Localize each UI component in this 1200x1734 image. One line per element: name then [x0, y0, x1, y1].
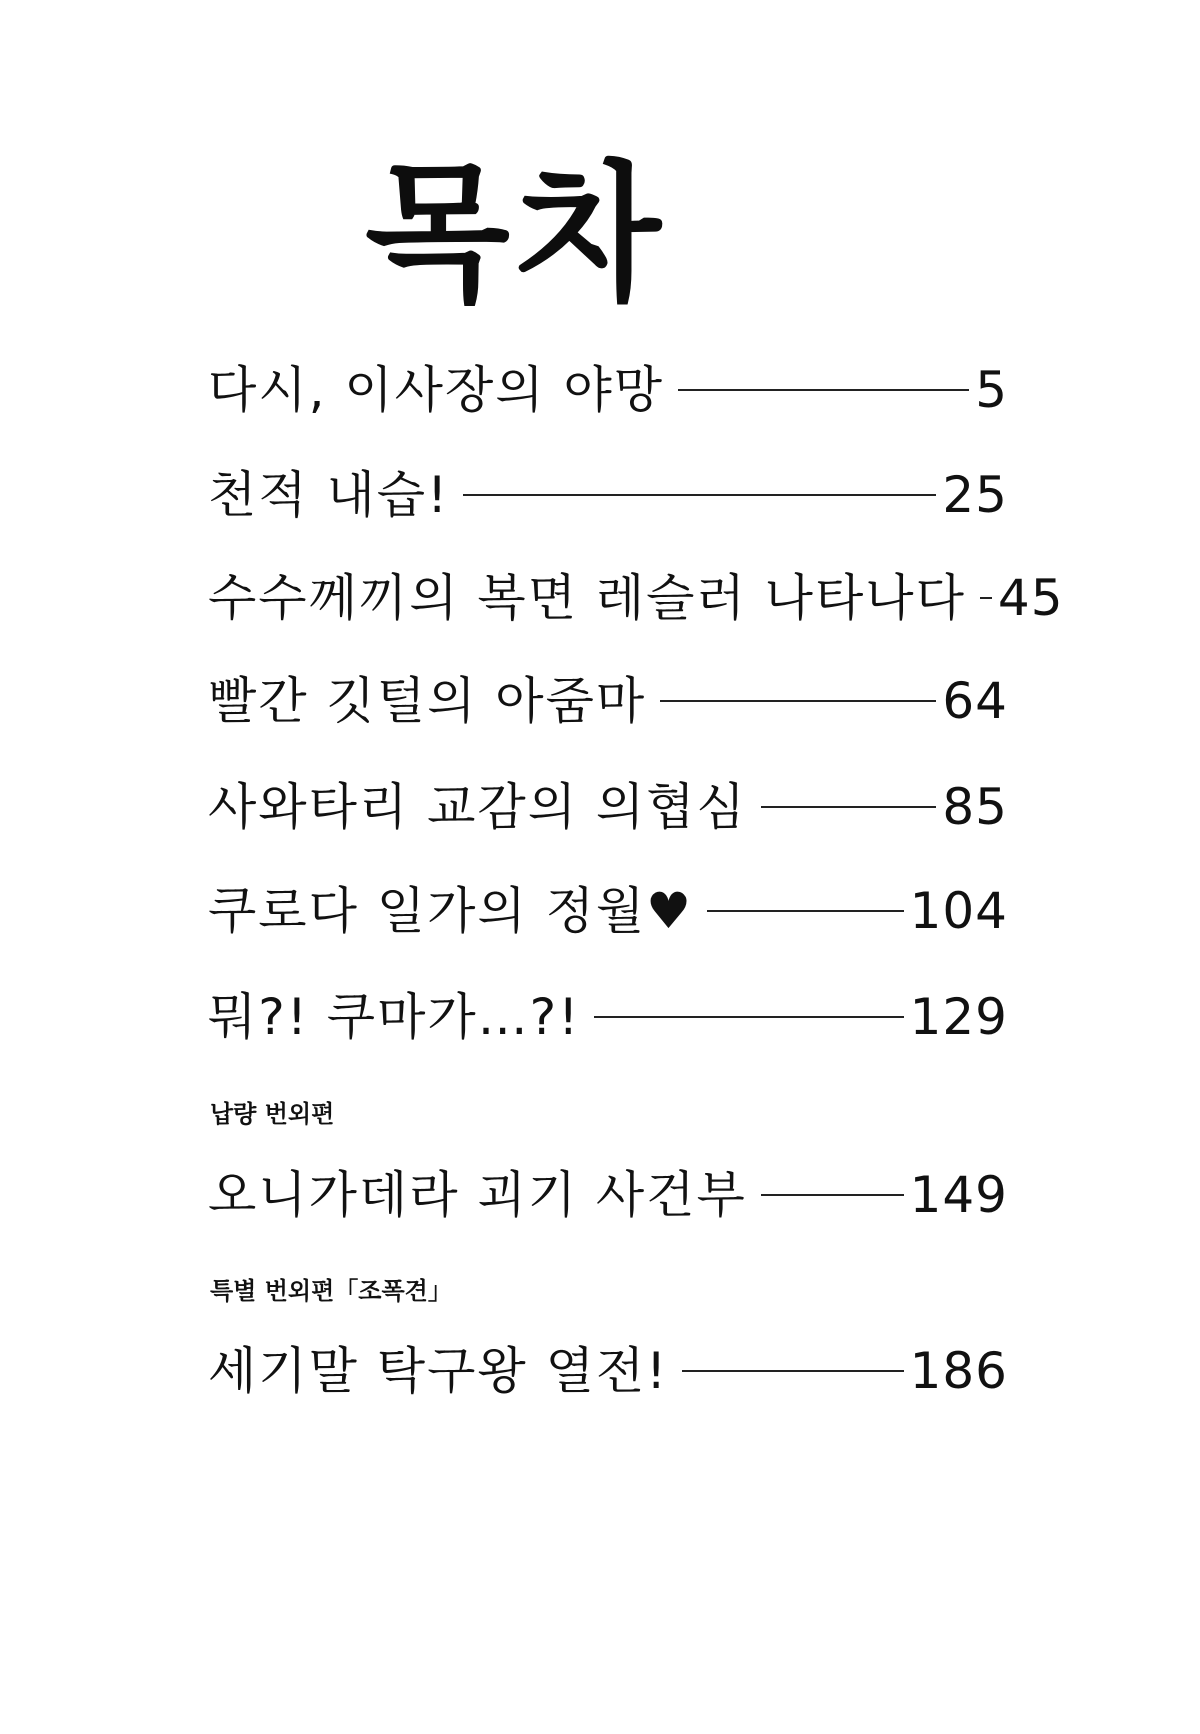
dot-leader	[761, 1194, 904, 1196]
dot-leader	[594, 1016, 903, 1018]
toc-entry-title: 빨간 깃털의 아줌마	[208, 672, 647, 730]
toc-entry-title: 천적 내습!	[208, 466, 450, 524]
toc-entry[interactable]	[208, 355, 1008, 425]
toc-entry[interactable]	[208, 563, 1064, 633]
dot-leader	[463, 494, 936, 496]
page-title: 목차	[365, 148, 667, 322]
toc-entry[interactable]	[208, 460, 1008, 530]
dot-leader	[678, 389, 969, 391]
toc-entry-page: 129	[909, 988, 1008, 1046]
dot-leader	[660, 700, 936, 702]
toc-entry[interactable]	[208, 1160, 1008, 1230]
toc-entry[interactable]	[208, 982, 1008, 1052]
toc-entry-title: 세기말 탁구왕 열전!	[208, 1342, 669, 1400]
toc-entry-page: 186	[909, 1342, 1008, 1400]
toc-entry[interactable]	[208, 1336, 1008, 1406]
toc-entry[interactable]	[208, 876, 1008, 946]
toc-entry-title: 사와타리 교감의 의협심	[208, 778, 747, 836]
toc-entry-title: 쿠로다 일가의 정월♥	[208, 882, 694, 940]
toc-entry-page: 25	[942, 466, 1008, 524]
toc-entry-page: 149	[909, 1166, 1008, 1224]
toc-entry-page: 45	[997, 569, 1064, 627]
toc-entry-title: 오니가데라 괴기 사건부	[208, 1166, 747, 1224]
toc-entry-title: 뭐?! 쿠마가…?!	[208, 988, 581, 1046]
toc-entry[interactable]	[208, 666, 1008, 736]
toc-entry-page: 64	[942, 672, 1008, 730]
dot-leader	[682, 1370, 903, 1372]
section-label-special-1: 납량 번외편	[210, 1100, 335, 1128]
dot-leader	[761, 806, 937, 808]
toc-entry-page: 104	[909, 882, 1008, 940]
toc-entry[interactable]	[208, 772, 1008, 842]
toc-entry-title: 다시, 이사장의 야망	[208, 361, 665, 419]
section-label-special-2: 특별 번외편「조폭견」	[210, 1277, 452, 1305]
toc-entry-page: 5	[975, 361, 1008, 419]
dot-leader	[980, 597, 992, 599]
toc-entry-title: 수수께끼의 복면 레슬러 나타나다	[208, 569, 966, 627]
dot-leader	[707, 910, 904, 912]
toc-entry-page: 85	[942, 778, 1008, 836]
